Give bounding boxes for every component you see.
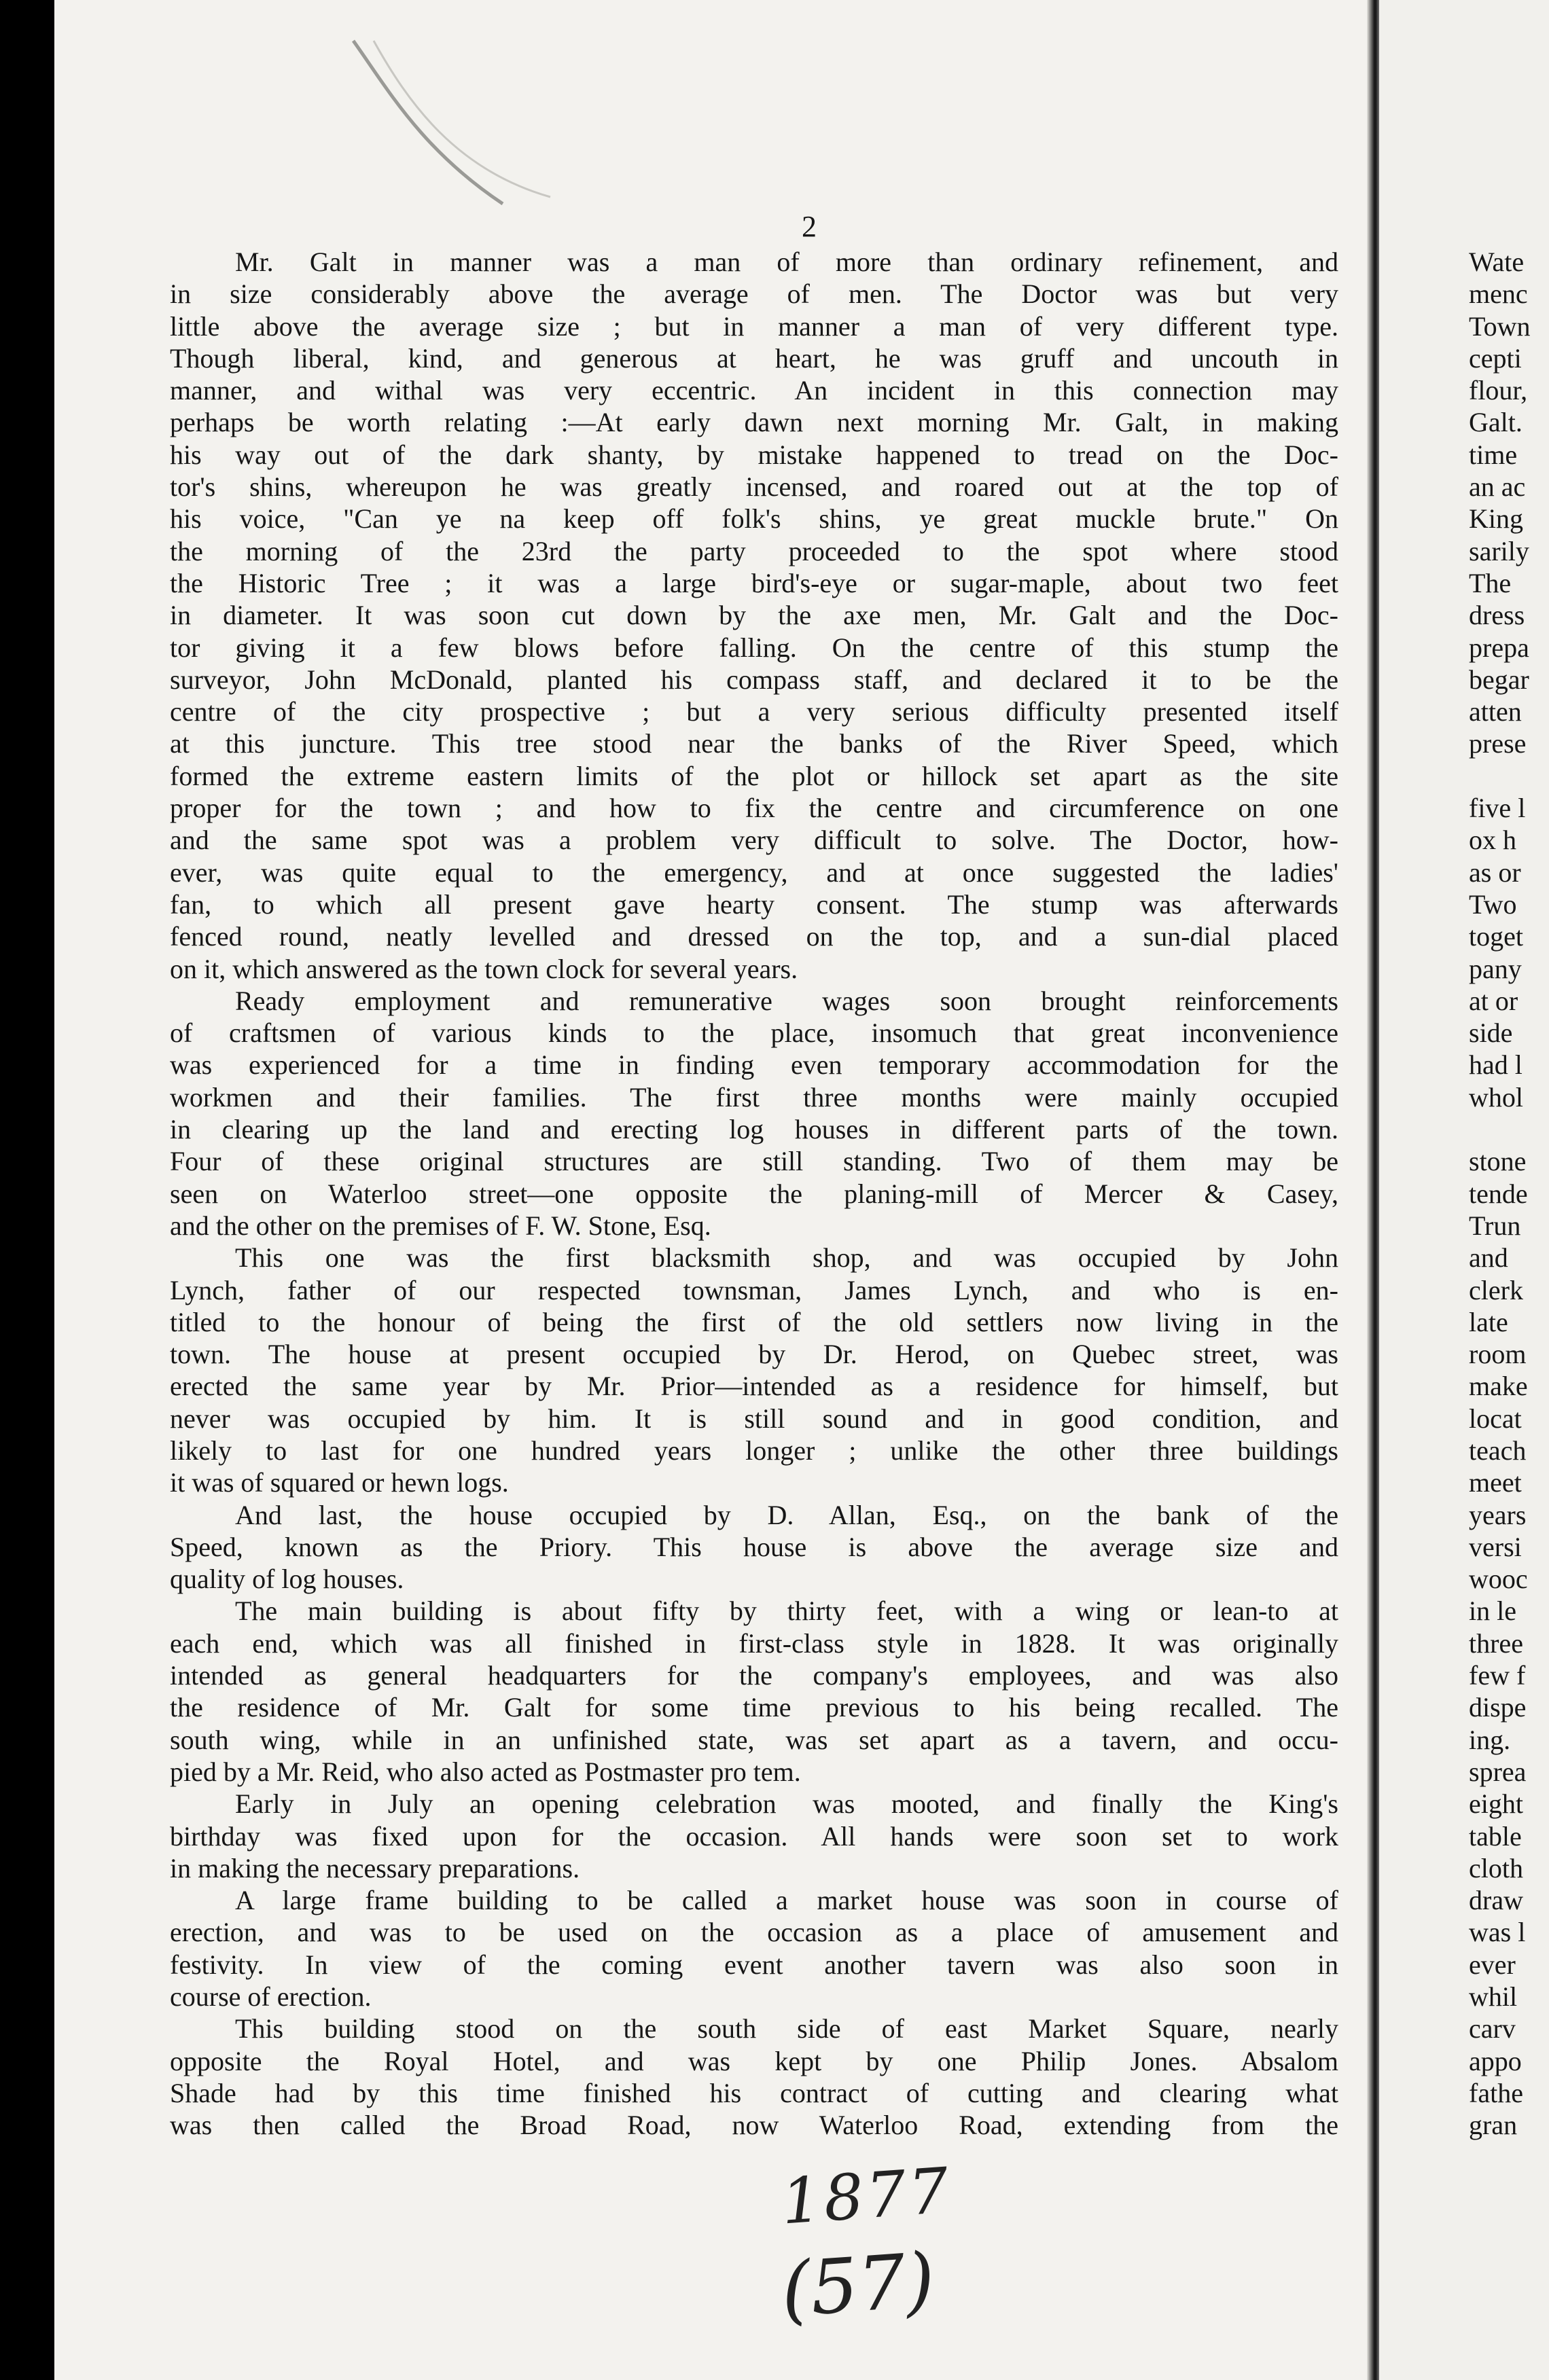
text-line: birthday was fixed upon for the occasion. All hands were soon set to work bbox=[170, 1820, 1338, 1852]
right-page-fragment: make bbox=[1469, 1371, 1528, 1402]
text-line: in size considerably above the average of men. The Doctor was but very bbox=[170, 278, 1338, 310]
right-page-fragment: atten bbox=[1469, 696, 1522, 727]
text-line: course of erection. bbox=[170, 1981, 372, 2013]
text-line: never was occupied by him. It is still sound and in good condition, and bbox=[170, 1403, 1338, 1434]
right-page-fragment: dress bbox=[1469, 600, 1525, 631]
right-page-fragment: stone bbox=[1469, 1146, 1527, 1177]
handwritten-year-note: 1877 bbox=[779, 2154, 954, 2239]
text-line: Though liberal, kind, and generous at heart, he was gruff and uncouth in bbox=[170, 342, 1338, 374]
right-page-fragment: few f bbox=[1469, 1660, 1526, 1691]
text-line: Ready employment and remunerative wages soon brought reinforcements bbox=[235, 985, 1338, 1016]
text-line: Four of these original structures are still standing. Two of them may be bbox=[170, 1146, 1338, 1177]
right-page-fragment: ing. bbox=[1469, 1724, 1511, 1755]
right-page-fragment: whol bbox=[1469, 1081, 1523, 1113]
right-page-fragment: versi bbox=[1469, 1531, 1522, 1562]
text-line: Lynch, father of our respected townsman, James Lynch, and who is en- bbox=[170, 1274, 1338, 1305]
right-page-fragment: wooc bbox=[1469, 1564, 1528, 1595]
right-page-fragment: carv bbox=[1469, 2013, 1516, 2044]
right-page-fragment: clerk bbox=[1469, 1274, 1523, 1305]
text-line: the morning of the 23rd the party proceeded to the spot where stood bbox=[170, 535, 1338, 566]
text-line: The main building is about fifty by thirty feet, with a wing or lean-to at bbox=[235, 1595, 1338, 1627]
text-line: tor's shins, whereupon he was greatly incensed, and roared out at the top of bbox=[170, 471, 1338, 503]
right-page-fragment: ox h bbox=[1469, 825, 1516, 856]
text-line: Speed, known as the Priory. This house is above the average size and bbox=[170, 1531, 1338, 1562]
text-line: fenced round, neatly levelled and dressed on the top, and a sun-dial placed bbox=[170, 921, 1338, 952]
right-page-fragment: eight bbox=[1469, 1788, 1523, 1820]
text-line: formed the extreme eastern limits of the plot or hillock set apart as the site bbox=[170, 760, 1338, 791]
right-page-fragment: meet bbox=[1469, 1467, 1522, 1498]
text-line: proper for the town ; and how to fix the centre and circumference on one bbox=[170, 793, 1338, 824]
text-line: south wing, while in an unfinished state, was set apart as a tavern, and occu- bbox=[170, 1724, 1338, 1755]
right-page-fragment: flour, bbox=[1469, 375, 1528, 406]
right-page-fragment: an ac bbox=[1469, 471, 1526, 503]
text-line: ever, was quite equal to the emergency, and at once suggested the ladies' bbox=[170, 857, 1338, 888]
text-line: This building stood on the south side of east Market Square, nearly bbox=[235, 2013, 1338, 2044]
text-line: at this juncture. This tree stood near the banks of the River Speed, which bbox=[170, 728, 1338, 759]
text-line: in diameter. It was soon cut down by the axe men, Mr. Galt and the Doc- bbox=[170, 600, 1338, 631]
right-page-fragment: fathe bbox=[1469, 2077, 1523, 2108]
right-page-fragment: prepa bbox=[1469, 632, 1529, 663]
right-page-fragment: appo bbox=[1469, 2045, 1522, 2076]
text-line: erected the same year by Mr. Prior—intended as a residence for himself, but bbox=[170, 1371, 1338, 1402]
right-page-fragment: Trun bbox=[1469, 1210, 1521, 1241]
right-page-fragment: sprea bbox=[1469, 1756, 1527, 1787]
text-line: little above the average size ; but in manner a man of very different type. bbox=[170, 310, 1338, 342]
text-line: surveyor, John McDonald, planted his compass staff, and declared it to be the bbox=[170, 664, 1338, 695]
text-line: A large frame building to be called a market house was soon in course of bbox=[235, 1885, 1338, 1916]
text-line: centre of the city prospective ; but a very serious difficulty presented itself bbox=[170, 696, 1338, 727]
right-page-fragment: whil bbox=[1469, 1981, 1518, 2013]
text-line: likely to last for one hundred years longer ; unlike the other three buildings bbox=[170, 1435, 1338, 1466]
text-line: seen on Waterloo street—one opposite the planing-mill of Mercer & Casey, bbox=[170, 1178, 1338, 1209]
right-page-fragment: at or bbox=[1469, 985, 1518, 1016]
right-page-fragment: locat bbox=[1469, 1403, 1522, 1434]
text-line: and the other on the premises of F. W. Stone, Esq. bbox=[170, 1210, 711, 1241]
text-line: Shade had by this time finished his contract of cutting and clearing what bbox=[170, 2077, 1338, 2108]
text-line: titled to the honour of being the first of the old settlers now living in the bbox=[170, 1306, 1338, 1337]
right-page-fragment: years bbox=[1469, 1499, 1527, 1530]
right-page-fragment: five l bbox=[1469, 793, 1526, 824]
text-line: on it, which answered as the town clock for several years. bbox=[170, 953, 798, 984]
right-page-fragment: King bbox=[1469, 503, 1523, 535]
text-line: the residence of Mr. Galt for some time previous to his being recalled. The bbox=[170, 1692, 1338, 1723]
right-page-fragment bbox=[1469, 1113, 1549, 1145]
text-line: Early in July an opening celebration was mooted, and finally the King's bbox=[235, 1788, 1338, 1820]
text-line: quality of log houses. bbox=[170, 1564, 404, 1595]
right-page-fragment: late bbox=[1469, 1306, 1508, 1337]
right-page-fragment: dispe bbox=[1469, 1692, 1527, 1723]
right-page-fragment: in le bbox=[1469, 1595, 1516, 1627]
right-page-fragment: room bbox=[1469, 1339, 1527, 1370]
text-line: it was of squared or hewn logs. bbox=[170, 1467, 509, 1498]
text-line: his voice, "Can ye na keep off folk's shins, ye great muckle brute." On bbox=[170, 503, 1338, 535]
text-line: was experienced for a time in finding even temporary accommodation for the bbox=[170, 1049, 1338, 1081]
text-line: fan, to which all present gave hearty consent. The stump was afterwards bbox=[170, 888, 1338, 920]
right-page-fragment: draw bbox=[1469, 1885, 1523, 1916]
text-line: of craftsmen of various kinds to the place, insomuch that great inconvenience bbox=[170, 1017, 1338, 1049]
right-page-fragment: Town bbox=[1469, 310, 1531, 342]
text-line: was then called the Broad Road, now Waterloo Road, extending from the bbox=[170, 2110, 1338, 2141]
text-line: tor giving it a few blows before falling. On the centre of this stump the bbox=[170, 632, 1338, 663]
text-line: And last, the house occupied by D. Allan, Esq., on the bank of the bbox=[235, 1499, 1338, 1530]
right-page-fragment: ever bbox=[1469, 1949, 1516, 1980]
right-page-text bbox=[1469, 246, 1549, 2142]
text-line: and the same spot was a problem very difficult to solve. The Doctor, how- bbox=[170, 825, 1338, 856]
text-line: festivity. In view of the coming event another tavern was also soon in bbox=[170, 1949, 1338, 1980]
text-line: intended as general headquarters for the company's employees, and was also bbox=[170, 1660, 1338, 1691]
right-page-fragment: and bbox=[1469, 1242, 1508, 1274]
body-text bbox=[170, 246, 1338, 2142]
right-page-fragment: Two bbox=[1469, 888, 1517, 920]
page-number: 2 bbox=[802, 210, 817, 243]
text-line: Mr. Galt in manner was a man of more than ordinary refinement, and bbox=[235, 247, 1338, 277]
right-page-fragment: as or bbox=[1469, 857, 1521, 888]
right-page-fragment: teach bbox=[1469, 1435, 1527, 1466]
handwritten-item-number: (57) bbox=[778, 2236, 938, 2334]
right-page-fragment: pany bbox=[1469, 953, 1522, 984]
right-page-fragment bbox=[1469, 760, 1549, 792]
text-line: in making the necessary preparations. bbox=[170, 1852, 580, 1883]
right-page-fragment: Wate bbox=[1469, 247, 1525, 277]
right-page-fragment: had l bbox=[1469, 1049, 1523, 1081]
text-line: town. The house at present occupied by Dr. Herod, on Quebec street, was bbox=[170, 1339, 1338, 1370]
text-line: opposite the Royal Hotel, and was kept by one Philip Jones. Absalom bbox=[170, 2045, 1338, 2076]
text-line: each end, which was all finished in first-class style in 1828. It was originally bbox=[170, 1627, 1338, 1659]
right-page-fragment: toget bbox=[1469, 921, 1523, 952]
text-line: perhaps be worth relating :—At early dawn next morning Mr. Galt, in making bbox=[170, 407, 1338, 438]
text-line: erection, and was to be used on the occasion as a place of amusement and bbox=[170, 1917, 1338, 1948]
text-line: pied by a Mr. Reid, who also acted as Postmaster pro tem. bbox=[170, 1756, 801, 1787]
right-page-fragment: gran bbox=[1469, 2110, 1518, 2141]
right-page-fragment: Galt. bbox=[1469, 407, 1523, 438]
text-line: workmen and their families. The first three months were mainly occupied bbox=[170, 1081, 1338, 1113]
text-line: manner, and withal was very eccentric. An incident in this connection may bbox=[170, 375, 1338, 406]
page-fold-crease bbox=[346, 0, 632, 217]
right-page-fragment: menc bbox=[1469, 278, 1528, 310]
right-page-fragment: time bbox=[1469, 439, 1518, 470]
right-page-fragment: was l bbox=[1469, 1917, 1526, 1948]
right-page-fragment: prese bbox=[1469, 728, 1527, 759]
text-line: in clearing up the land and erecting log houses in different parts of the town. bbox=[170, 1114, 1338, 1145]
right-page-fragment: begar bbox=[1469, 664, 1529, 695]
right-page-fragment: cloth bbox=[1469, 1852, 1523, 1883]
right-page-fragment: three bbox=[1469, 1627, 1523, 1659]
text-line: This one was the first blacksmith shop, and was occupied by John bbox=[235, 1242, 1338, 1274]
right-page-fragment: The bbox=[1469, 567, 1512, 598]
text-line: the Historic Tree ; it was a large bird's-eye or sugar-maple, about two feet bbox=[170, 567, 1338, 598]
right-page-fragment: table bbox=[1469, 1820, 1522, 1852]
right-page-fragment: sarily bbox=[1469, 535, 1529, 566]
right-page-fragment: side bbox=[1469, 1017, 1513, 1049]
right-page-fragment: tende bbox=[1469, 1178, 1528, 1209]
right-page-fragment: cepti bbox=[1469, 342, 1522, 374]
text-line: his way out of the dark shanty, by mistake happened to tread on the Doc- bbox=[170, 439, 1338, 470]
